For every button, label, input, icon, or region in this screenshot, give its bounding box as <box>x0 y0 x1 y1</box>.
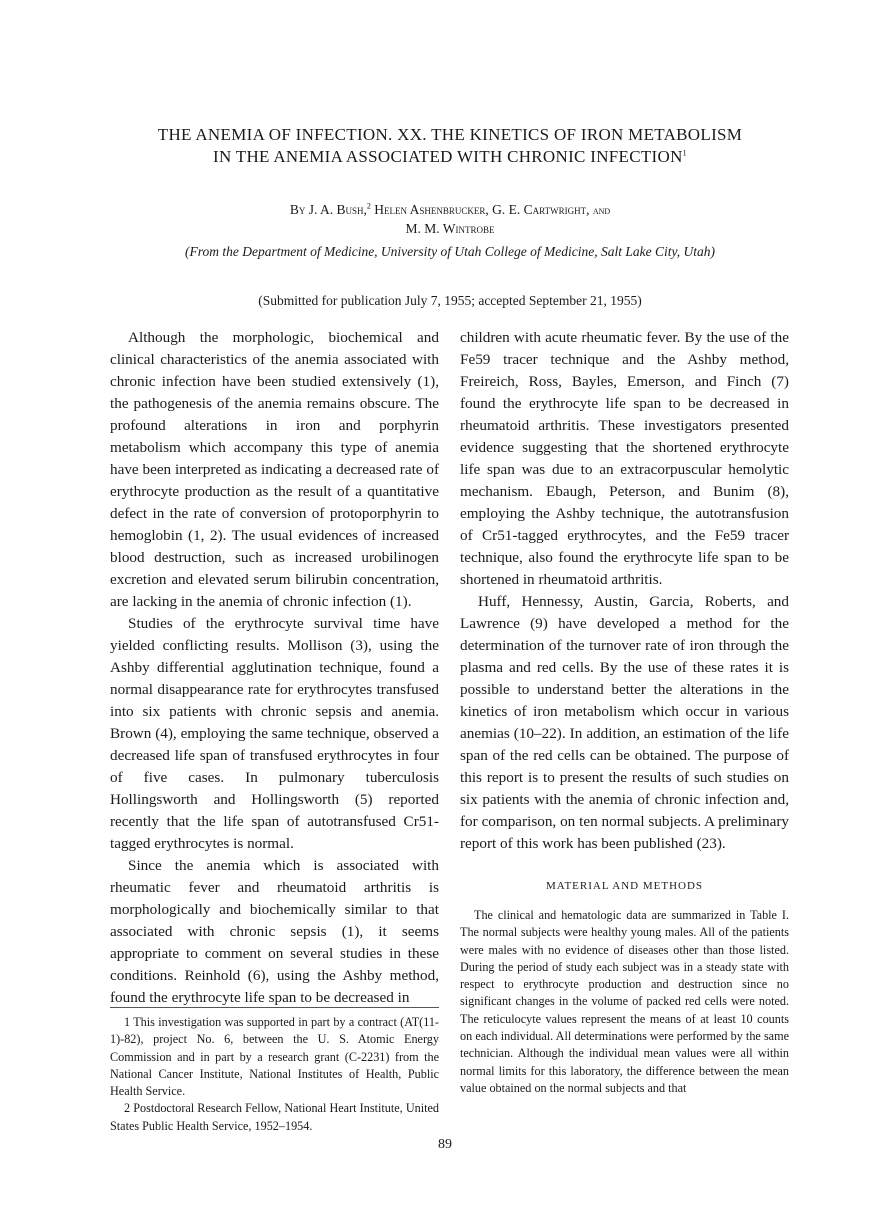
and-label: and <box>592 205 611 217</box>
by-label: By <box>289 202 306 217</box>
footnote-1: 1 This investigation was supported in part by a contract (AT(11-1)-82), project No. 6, between the U. S. Atomic Energy Commission and in part by a research grant (C-2231) from the National Cancer Institute, National Institutes of Health, Public Health Service. <box>110 1015 439 1099</box>
right-column <box>460 327 789 1097</box>
affiliation: (From the Department of Medicine, University of Utah College of Medicine, Salt Lake City, Utah) <box>184 244 715 259</box>
methods-text <box>460 907 789 1097</box>
paragraph: children with acute rheumatic fever. By the use of the Fe59 tracer technique and the Ashby method, Freireich, Ross, Bayles, Emerson, and Finch (7) found the erythrocyte life span to be decreased in rheumatoid arthritis. These investigators presented evidence suggesting that the shortened erythrocyte life span was due to an extracorpuscular hemolytic mechanism. Ebaugh, Peterson, and Bunim (8), employing the Ashby technique, the autotransfusion of Cr51-tagged erythrocytes, and the Fe59 tracer technique, also found the erythrocyte life span to be shortened in rheumatoid arthritis. <box>460 329 789 588</box>
title-text: THE ANEMIA OF INFECTION. XX. THE KINETICS OF IRON METABOLISM IN THE ANEMIA ASSOCIATED WITH CHRONIC INFECTION <box>157 125 743 166</box>
section-heading: MATERIAL AND METHODS <box>545 880 704 892</box>
author-bush: J. A. Bush, <box>308 202 367 217</box>
authors-middle: Helen Ashenbrucker, G. E. Cartwright, <box>374 202 590 217</box>
paragraph: Studies of the erythrocyte survival time have yielded conflicting results. Mollison (3), using the Ashby differential agglutination technique, found a normal disappearance rate for erythrocytes transfused into six patients with chronic sepsis and anemia. Brown (4), employing the same technique, observed a decreased life span of transfused erythrocytes in four of five cases. In pulmonary tuberculosis Hollingsworth and Hollingsworth (5) reported recently that the life span of autotransfused Cr51-tagged erythrocytes is normal. <box>110 615 439 852</box>
footnotes <box>110 1007 439 1135</box>
article-title <box>150 124 750 168</box>
paragraph: Since the anemia which is associated with rheumatic fever and rheumatoid arthritis is morphologically and biochemically similar to that associated with chronic sepsis (1), it seems appropriate to comment on several studies in these conditions. Reinhold (6), using the Ashby method, found the erythrocyte life span to be decreased in <box>110 857 439 1006</box>
author-wintrobe: M. M. Wintrobe <box>405 221 495 236</box>
author-list <box>130 201 770 238</box>
author-footnote-mark: 2 <box>366 201 371 211</box>
footnote-2: 2 Postdoctoral Research Fellow, National Heart Institute, United States Public Health Service, 1952–1954. <box>110 1101 439 1133</box>
submission-dates: (Submitted for publication July 7, 1955; accepted September 21, 1955) <box>258 293 642 308</box>
paragraph: Although the morphologic, biochemical and clinical characteristics of the anemia associated with chronic infection have been studied extensively (1), the pathogenesis of the anemia remains obscure. The profound alterations in iron and porphyrin metabolism which accompany this type of anemia have been interpreted as indicating a decreased rate of erythrocyte production as the result of a quantitative defect in the rate of conversion of protoporphyrin to hemoglobin (1, 2). The usual evidences of increased blood destruction, such as increased urobilinogen excretion and elevated serum bilirubin concentration, are lacking in the anemia of chronic infection (1). <box>110 329 439 610</box>
paragraph: Huff, Hennessy, Austin, Garcia, Roberts, and Lawrence (9) have developed a method for the determination of the turnover rate of iron through the plasma and red cells. By the use of these rates it is possible to understand better the alterations in the kinetics of iron metabolism which occur in various anemias (10–22). In addition, an estimation of the life span of the red cells can be obtained. The purpose of this report is to present the results of such studies on six patients with the anemia of chronic infection and, for comparison, on ten normal subjects. A preliminary report of this work has been published (23). <box>460 593 789 852</box>
left-column <box>110 327 439 1009</box>
paragraph: The clinical and hematologic data are summarized in Table I. The normal subjects were healthy young males. All of the patients were males with no evidence of diseases other than those listed. During the period of study each subject was in a steady state with respect to erythrocyte production and destruction since no significant changes in the volume of packed red cells were noted. The reticulocyte values represent the means of at least 10 counts on each individual. All determinations were performed by the same technician. Although the individual mean values were all within normal limits for this laboratory, the difference between the mean value obtained on the normal subjects and that <box>460 908 789 1095</box>
title-footnote-mark: 1 <box>682 148 687 158</box>
page-number: 89 <box>438 1137 452 1152</box>
